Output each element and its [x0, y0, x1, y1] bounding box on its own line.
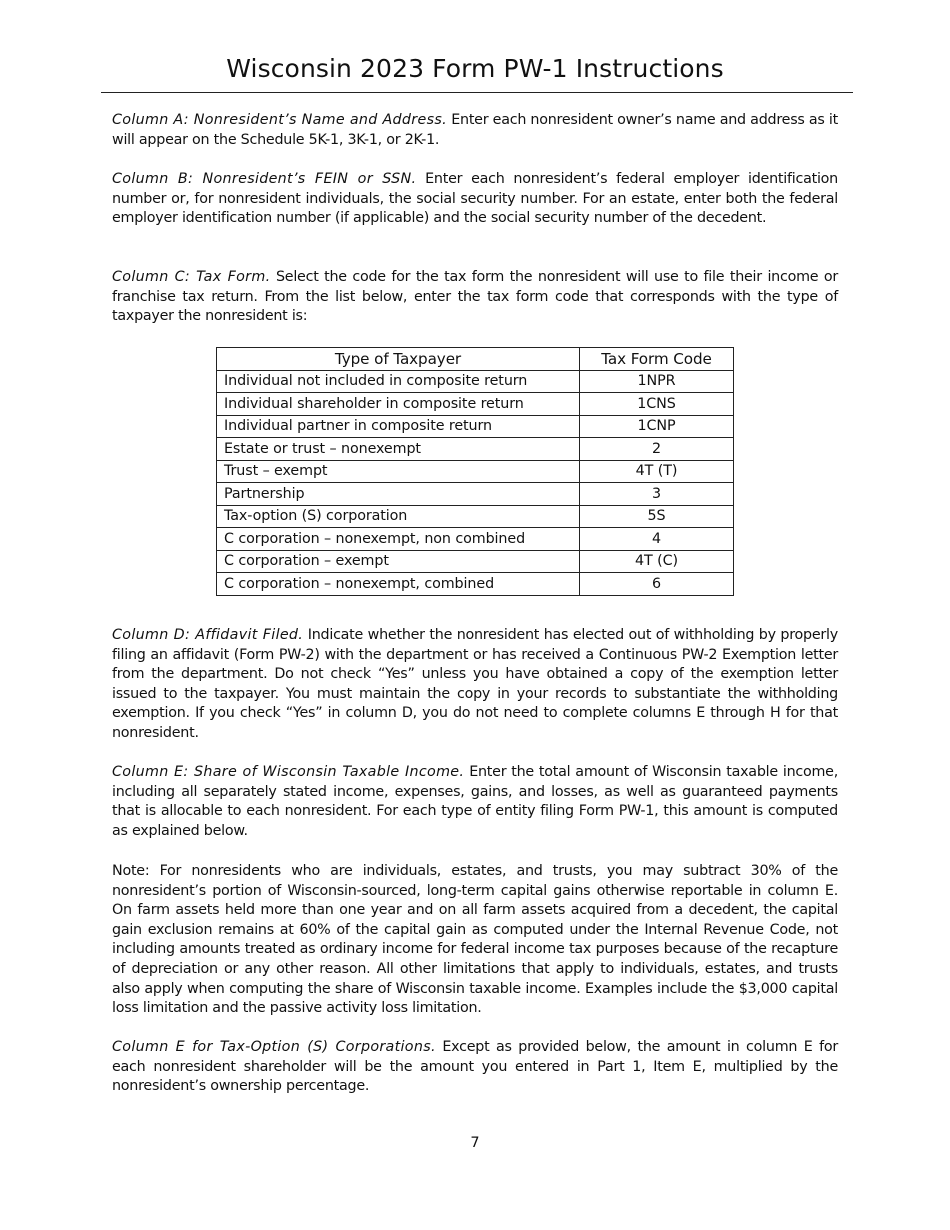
- table-row: [217, 483, 734, 506]
- table-header-row: [217, 348, 734, 371]
- table-row: [217, 370, 734, 393]
- column-a-text: Enter each nonresident owner’s name and address as it will appear on the Schedule 5K-1, 3K-1, or 2K-1.: [112, 112, 838, 148]
- taxpayer-type-cell: Individual partner in composite return: [217, 415, 580, 438]
- tax-form-code-cell: 1NPR: [580, 370, 734, 393]
- header-tax-form-code: Tax Form Code: [580, 348, 734, 371]
- column-d-paragraph: [112, 626, 838, 744]
- taxpayer-type-cell: Partnership: [217, 483, 580, 506]
- table-row: [217, 505, 734, 528]
- tax-form-code-cell: 4: [580, 528, 734, 551]
- column-e-s-corp-paragraph: [112, 1038, 838, 1097]
- taxpayer-type-cell: Trust – exempt: [217, 460, 580, 483]
- header-type-of-taxpayer: Type of Taxpayer: [217, 348, 580, 371]
- taxpayer-type-cell: C corporation – nonexempt, non combined: [217, 528, 580, 551]
- table-row: [217, 393, 734, 416]
- table-row: [217, 573, 734, 596]
- tax-form-code-cell: 1CNP: [580, 415, 734, 438]
- tax-form-code-cell: 4T (C): [580, 550, 734, 573]
- column-d-heading: Column D: Affidavit Filed.: [112, 627, 304, 643]
- column-b-heading: Column B: Nonresident’s FEIN or SSN.: [112, 171, 417, 187]
- taxpayer-type-cell: Individual not included in composite return: [217, 370, 580, 393]
- column-a-paragraph: [112, 111, 838, 150]
- tax-form-code-cell: 6: [580, 573, 734, 596]
- table-row: [217, 415, 734, 438]
- column-d-text: Indicate whether the nonresident has elected out of withholding by properly filing an affidavit (Form PW-2) with the department or has received a Continuous PW-2 Exemption letter from the department. Do not check “Yes” unless you have obtained a copy of the exemption letter issued to the taxpayer. You must maintain the copy in your records to substantiate the withholding exemption. If you check “Yes” in column D, you do not need to complete columns E through H for that nonresident.: [112, 627, 838, 741]
- column-a-heading: Column A: Nonresident’s Name and Address.: [112, 112, 447, 128]
- column-c-text: Select the code for the tax form the nonresident will use to file their income or franchise tax return. From the list below, enter the tax form code that corresponds with the type of taxpayer the nonresident is:: [112, 269, 838, 325]
- page-title: Wisconsin 2023 Form PW-1 Instructions: [226, 54, 724, 83]
- taxpayer-type-cell: Individual shareholder in composite return: [217, 393, 580, 416]
- table-row: [217, 550, 734, 573]
- title-divider: [101, 92, 853, 93]
- table-row: [217, 460, 734, 483]
- taxpayer-type-cell: C corporation – exempt: [217, 550, 580, 573]
- tax-form-code-cell: 4T (T): [580, 460, 734, 483]
- tax-form-code-table: [216, 347, 734, 596]
- column-b-paragraph: [112, 170, 838, 229]
- column-e-paragraph: [112, 763, 838, 841]
- tax-form-code-cell: 2: [580, 438, 734, 461]
- taxpayer-type-cell: Tax-option (S) corporation: [217, 505, 580, 528]
- column-e-s-corp-heading: Column E for Tax-Option (S) Corporations.: [112, 1039, 436, 1055]
- tax-form-code-cell: 3: [580, 483, 734, 506]
- table-row: [217, 438, 734, 461]
- note-paragraph: Note: For nonresidents who are individuals, estates, and trusts, you may subtract 30% of the nonresident’s portion of Wisconsin-sourced, long-term capital gains otherwise reportable in column E. On farm assets held more than one year and on all farm assets acquired from a decedent, the capital gain exclusion remains at 60% of the capital gain as computed under the Internal Revenue Code, not including amounts treated as ordinary income for federal income tax purposes because of the recapture of depreciation or any other reason. All other limitations that apply to individuals, estates, and trusts also apply when computing the share of Wisconsin taxable income. Examples include the $3,000 capital loss limitation and the passive activity loss limitation.: [112, 863, 838, 1017]
- column-e-text: Enter the total amount of Wisconsin taxable income, including all separately stated income, expenses, gains, and losses, as well as guaranteed payments that is allocable to each nonresident. For each type of entity filing Form PW-1, this amount is computed as explained below.: [112, 764, 839, 839]
- taxpayer-type-cell: C corporation – nonexempt, combined: [217, 573, 580, 596]
- table-row: [217, 528, 734, 551]
- tax-form-code-cell: 1CNS: [580, 393, 734, 416]
- column-b-text: Enter each nonresident’s federal employer identification number or, for nonresident individuals, the social security number. For an estate, enter both the federal employer identification number (if applicable) and the social security number of the decedent.: [112, 171, 838, 227]
- column-e-heading: Column E: Share of Wisconsin Taxable Income.: [112, 764, 465, 780]
- column-c-heading: Column C: Tax Form.: [112, 269, 271, 285]
- column-e-s-corp-text: Except as provided below, the amount in column E for each nonresident shareholder will be the amount you entered in Part 1, Item E, multiplied by the nonresident’s ownership percentage.: [112, 1039, 838, 1095]
- column-c-paragraph: [112, 268, 838, 327]
- taxpayer-type-cell: Estate or trust – nonexempt: [217, 438, 580, 461]
- page-number: 7: [470, 1135, 480, 1151]
- tax-form-code-cell: 5S: [580, 505, 734, 528]
